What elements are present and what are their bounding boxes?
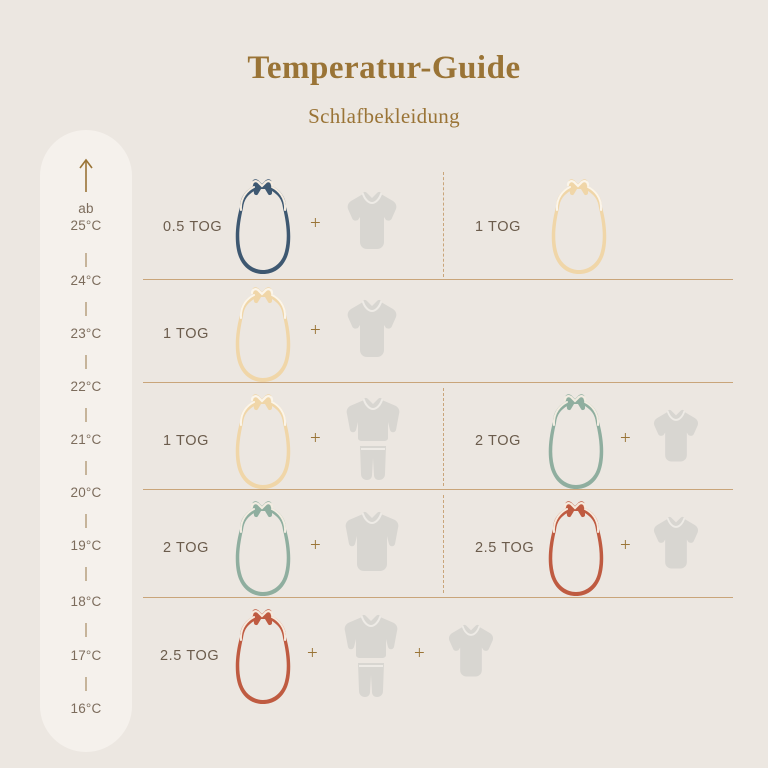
long-sleeve-pyjama-icon	[340, 396, 406, 484]
plus-symbol: +	[310, 320, 321, 341]
tog-label: 2 TOG	[475, 433, 521, 449]
scale-tick	[85, 302, 87, 316]
sleeping-bag-icon	[232, 177, 294, 275]
short-sleeve-bodysuit-icon	[443, 623, 499, 683]
tog-label: 2.5 TOG	[160, 648, 220, 664]
short-sleeve-bodysuit-icon	[648, 408, 704, 468]
scale-tick	[85, 461, 87, 475]
scale-value-19: 19°C	[70, 538, 102, 553]
tog-label: 2 TOG	[163, 540, 209, 556]
plus-symbol: +	[620, 428, 631, 449]
sleeping-bag-icon	[232, 285, 294, 383]
sleeping-bag-icon	[548, 177, 610, 275]
scale-tick	[85, 514, 87, 528]
plus-symbol: +	[310, 213, 321, 234]
scale-value-16: 16°C	[70, 701, 102, 716]
plus-symbol: +	[414, 643, 425, 664]
scale-tick	[85, 677, 87, 691]
tog-label: 1 TOG	[163, 326, 209, 342]
row-divider	[143, 597, 733, 598]
scale-value-18: 18°C	[70, 594, 102, 609]
column-divider	[443, 172, 444, 277]
page-title: Temperatur-Guide	[247, 50, 521, 86]
column-divider	[443, 495, 444, 593]
scale-tick	[85, 567, 87, 581]
up-arrow-icon	[78, 158, 94, 192]
plus-symbol: +	[620, 535, 631, 556]
scale-tick	[85, 355, 87, 369]
scale-value-24: 24°C	[70, 273, 102, 288]
page-subtitle: Schlafbekleidung	[308, 104, 460, 128]
scale-value-20: 20°C	[70, 485, 102, 500]
tog-label: 1 TOG	[163, 433, 209, 449]
plus-symbol: +	[307, 643, 318, 664]
short-sleeve-bodysuit-icon	[341, 190, 403, 256]
scale-value-25: 25°C	[70, 218, 102, 233]
scale-value-22: 22°C	[70, 379, 102, 394]
sleeping-bag-icon	[545, 499, 607, 597]
row-divider	[143, 279, 733, 280]
scale-value-23: 23°C	[70, 326, 102, 341]
scale-label-25	[40, 200, 132, 234]
plus-symbol: +	[310, 428, 321, 449]
tog-label: 2.5 TOG	[475, 540, 535, 556]
long-sleeve-bodysuit-icon	[337, 510, 407, 580]
sleeping-bag-icon	[232, 499, 294, 597]
tog-label: 0.5 TOG	[163, 219, 223, 235]
short-sleeve-bodysuit-icon	[341, 298, 403, 364]
column-divider	[443, 388, 444, 486]
scale-tick	[85, 623, 87, 637]
sleeping-bag-icon	[545, 392, 607, 490]
scale-value-17: 17°C	[70, 648, 102, 663]
short-sleeve-bodysuit-icon	[648, 515, 704, 575]
long-sleeve-pyjama-icon	[338, 613, 404, 701]
plus-symbol: +	[310, 535, 321, 556]
scale-tick	[85, 253, 87, 267]
tog-label: 1 TOG	[475, 219, 521, 235]
scale-tick	[85, 408, 87, 422]
sleeping-bag-icon	[232, 607, 294, 705]
scale-value-21: 21°C	[70, 432, 102, 447]
scale-prefix: ab	[78, 201, 94, 216]
sleeping-bag-icon	[232, 392, 294, 490]
